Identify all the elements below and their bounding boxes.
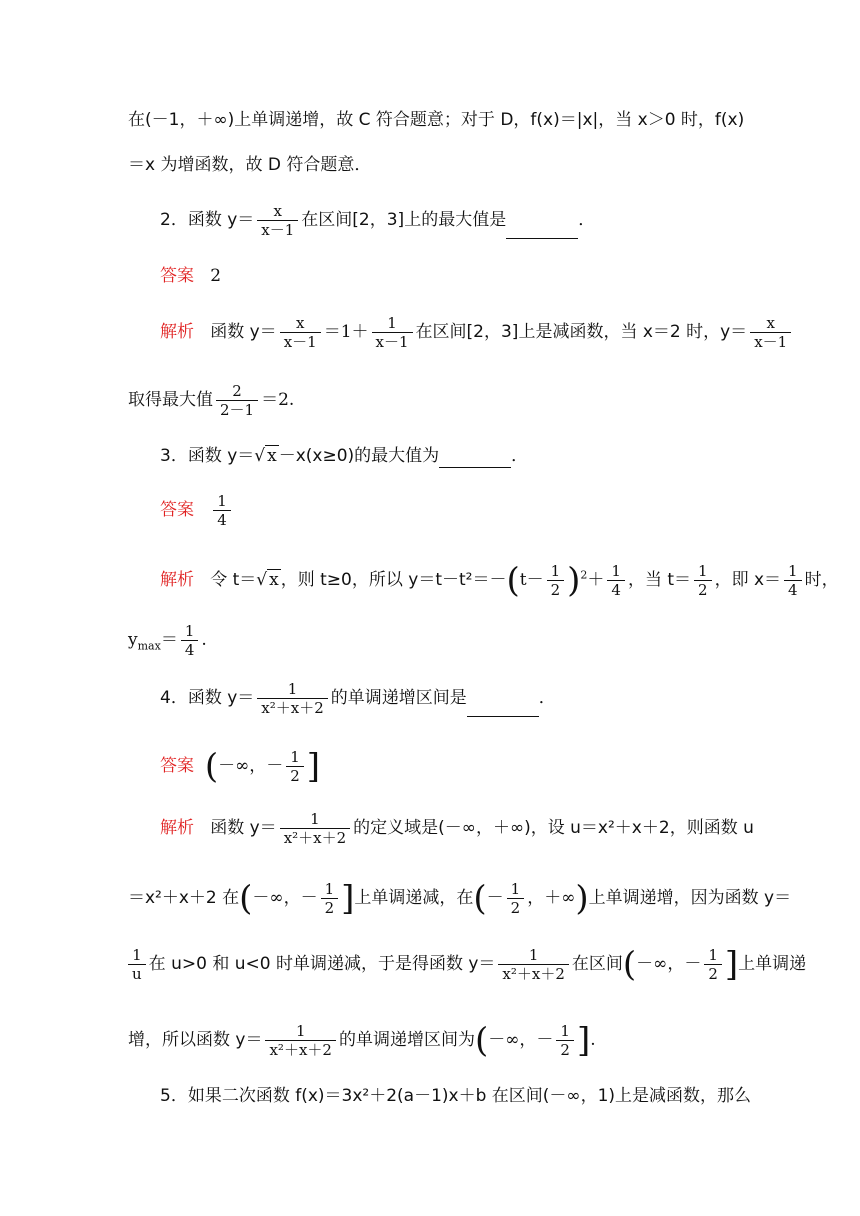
numerator: 1 (694, 562, 712, 581)
numerator: 1 (286, 748, 304, 767)
fraction (694, 562, 712, 599)
denominator: 2 (324, 899, 335, 917)
answer-blank (467, 700, 539, 717)
paren-left: ( (474, 1020, 489, 1061)
denominator: 2 (510, 899, 521, 917)
solution-label: 解析 (160, 322, 194, 342)
text: －x(x≥0)的最大值为 (278, 446, 440, 466)
numerator: x (280, 314, 321, 333)
text: ＋ (587, 570, 605, 590)
paren-left: ( (239, 878, 253, 919)
text: 4．函数 y＝ (160, 688, 255, 708)
text: ＝1＋ (323, 322, 369, 342)
solution-label: 解析 (160, 818, 194, 838)
solution-2 (160, 314, 788, 351)
solution-4-line2 (128, 878, 792, 919)
denominator: 4 (217, 511, 227, 529)
text: ，则 t≥0，所以 y＝t－t²＝－ (280, 570, 507, 590)
denominator: x²＋x＋2 (283, 829, 347, 847)
text: 函数 y＝ (210, 322, 277, 342)
sqrt-radicand: x (269, 570, 279, 590)
paren-left: ( (473, 878, 487, 919)
fraction (257, 202, 298, 239)
solution-2-cont (128, 382, 740, 419)
paren-left: ( (622, 944, 637, 985)
numerator: 1 (556, 1022, 574, 1041)
text: 3．函数 y＝ (160, 446, 255, 466)
numerator: x (257, 202, 298, 221)
numerator: 1 (507, 880, 525, 899)
solution-4-line3 (128, 944, 807, 985)
denominator: 2 (698, 581, 708, 599)
text: 上单调递减，在 (354, 888, 474, 908)
numerator: 1 (181, 622, 199, 641)
text: －∞，－ (488, 1030, 554, 1050)
paragraph-text: ＝x 为增函数，故 D 符合题意． (128, 155, 372, 175)
fraction (704, 946, 722, 983)
numerator: 1 (257, 680, 327, 699)
fraction (498, 946, 568, 983)
text: ，＋∞ (527, 888, 576, 908)
numerator: x (750, 314, 791, 333)
denominator: 2 (708, 965, 718, 983)
denominator: 2 (290, 767, 300, 785)
text: 时， (804, 570, 839, 590)
paren-left: ( (506, 560, 520, 601)
numerator: 2 (216, 382, 258, 401)
denominator: x²＋x＋2 (261, 699, 324, 717)
numerator: 1 (213, 492, 231, 511)
text: ． (511, 446, 529, 466)
text-line (128, 153, 740, 177)
text: ，当 t＝ (627, 570, 692, 590)
denominator: 4 (184, 641, 195, 659)
text: t－ (519, 570, 544, 590)
question-4 (160, 680, 740, 717)
fraction (556, 1022, 574, 1059)
text: －∞，－ (636, 954, 702, 974)
answer-blank (506, 222, 578, 239)
denominator: x－1 (283, 333, 317, 351)
text: 的单调递增区间为 (338, 1030, 475, 1050)
text: 在区间[2，3]上的最大值是 (301, 210, 507, 230)
text: 函数 y＝ (210, 818, 277, 838)
bracket-right: ] (306, 746, 321, 787)
denominator: x²＋x＋2 (502, 965, 565, 983)
paren-left: ( (204, 746, 219, 787)
text: 增，所以函数 y＝ (128, 1030, 263, 1050)
denominator: x－1 (754, 333, 788, 351)
text: 令 t＝ (210, 570, 257, 590)
text: － (486, 888, 504, 908)
text: ＝2. (261, 390, 295, 410)
numerator: 1 (372, 314, 413, 333)
text: ＝x²＋x＋2 在 (128, 888, 240, 908)
text: 2．函数 y＝ (160, 210, 255, 230)
fraction (547, 562, 565, 599)
text: ． (578, 210, 596, 230)
denominator: u (132, 965, 142, 983)
denominator: 4 (788, 581, 798, 599)
answer-label: 答案 (160, 756, 194, 776)
fraction (321, 880, 339, 917)
fraction (213, 492, 231, 529)
answer-blank (439, 451, 511, 468)
numerator: 1 (128, 946, 146, 965)
text: 在区间[2，3]上是减函数，当 x＝2 时，y＝ (415, 322, 748, 342)
text: y (128, 630, 138, 650)
text: －∞，－ (252, 888, 318, 908)
numerator: 1 (547, 562, 565, 581)
text: 上单调递 (738, 954, 807, 974)
paren-right: ) (575, 878, 589, 919)
numerator: 1 (704, 946, 722, 965)
fraction (372, 314, 413, 351)
sqrt-radicand: x (267, 446, 277, 466)
fraction (280, 810, 350, 847)
fraction (286, 748, 304, 785)
text: 上单调递增，因为函数 y＝ (588, 888, 792, 908)
paren-right: ) (567, 560, 581, 601)
question-5 (160, 1084, 752, 1108)
denominator: x²＋x＋2 (269, 1041, 332, 1059)
fraction (750, 314, 791, 351)
subscript: max (137, 639, 161, 653)
denominator: 2－1 (220, 401, 255, 419)
fraction (507, 880, 525, 917)
answer-3 (160, 492, 740, 529)
fraction (257, 680, 327, 717)
text: . (590, 1030, 596, 1050)
text: 在区间 (571, 954, 623, 974)
paragraph-text: 5．如果二次函数 f(x)＝3x²＋2(a－1)x＋b 在区间(－∞，1)上是减函数，那么 (160, 1086, 752, 1106)
fraction (128, 946, 146, 983)
text-line (128, 108, 745, 132)
text: －∞，－ (218, 756, 284, 776)
solution-4-line4 (128, 1022, 740, 1059)
answer-value: 2 (210, 266, 222, 286)
denominator: x－1 (375, 333, 409, 351)
numerator: 1 (498, 946, 568, 965)
numerator: 1 (280, 810, 350, 829)
fraction (784, 562, 802, 599)
numerator: 1 (265, 1022, 335, 1041)
exponent: 2 (580, 568, 588, 582)
bracket-right: ] (341, 878, 355, 919)
answer-label: 答案 (160, 266, 194, 286)
text: 的单调递增区间是 (330, 688, 467, 708)
text: ，即 x＝ (714, 570, 782, 590)
question-3: 3．函数 y＝√ x －x(x≥0)的最大值为 ． (160, 446, 529, 466)
question-2 (160, 202, 740, 239)
fraction (280, 314, 321, 351)
denominator: 2 (560, 1041, 570, 1059)
fraction (181, 622, 199, 659)
fraction (607, 562, 625, 599)
numerator: 1 (784, 562, 802, 581)
numerator: 1 (607, 562, 625, 581)
answer-2 (160, 264, 740, 288)
fraction (265, 1022, 335, 1059)
solution-4 (160, 810, 754, 847)
solution-3-cont (128, 622, 740, 659)
fraction (216, 382, 258, 419)
denominator: 2 (550, 581, 561, 599)
answer-label: 答案 (160, 500, 194, 520)
paragraph-text: 在(－1，＋∞)上单调递增，故 C 符合题意；对于 D，f(x)＝|x|，当 x＞0 时，f(x) (128, 110, 745, 130)
text: ． (538, 688, 556, 708)
solution-3: 解析 令 t＝√ x ，则 t≥0，所以 y＝t－t²＝－(t－ $\frac{1}{2}$ )$^2$＋ $\frac{1}{4}$ ，当 t＝ $\frac{1}{2}$ ，即 x＝ $\frac{1}{4}$ 时， (160, 560, 839, 601)
bracket-right: ] (724, 944, 739, 985)
text: 在 u>0 和 u<0 时单调递减，于是得函数 y＝ (148, 954, 496, 974)
bracket-right: ] (576, 1020, 591, 1061)
text: 的定义域是(－∞，＋∞)，设 u＝x²＋x＋2，则函数 u (353, 818, 754, 838)
text: ＝ (160, 630, 178, 650)
numerator: 1 (321, 880, 339, 899)
text: . (201, 630, 207, 650)
solution-label: 解析 (160, 570, 194, 590)
answer-4 (160, 748, 740, 785)
denominator: x－1 (261, 221, 295, 239)
text: 取得最大值 (128, 390, 213, 410)
denominator: 4 (611, 581, 621, 599)
